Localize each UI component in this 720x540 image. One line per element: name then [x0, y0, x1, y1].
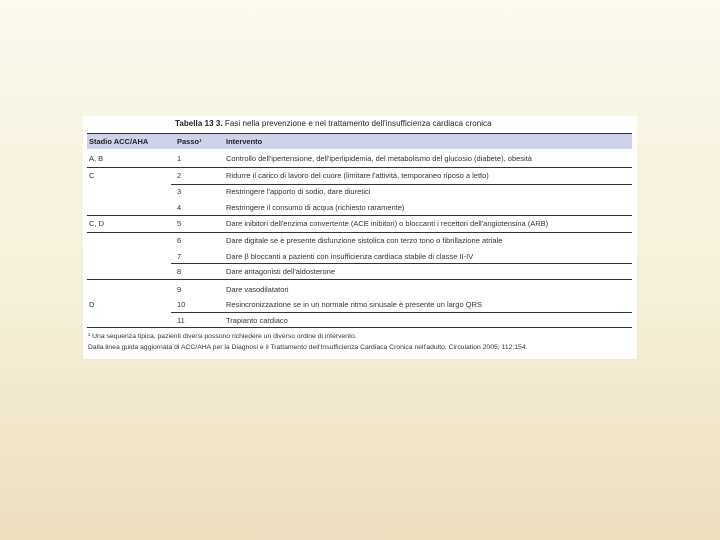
table-row	[87, 264, 632, 279]
cell-step: 6	[177, 236, 182, 245]
cell-step: 4	[177, 203, 182, 212]
table-row	[87, 297, 632, 312]
table-header	[87, 134, 632, 149]
table-row	[87, 216, 632, 231]
cell-step: 9	[177, 285, 182, 294]
header-intervention: Intervento	[226, 137, 263, 146]
table-row	[87, 151, 632, 166]
cell-intervention: Restringere l'apporto di sodio, dare diuretici	[226, 187, 371, 196]
cell-intervention: Resincronizzazione se in un normale ritmo sinusale è presente un largo QRS	[226, 300, 482, 309]
header-step: Passo¹	[177, 137, 202, 146]
cell-intervention: Dare digitale se è presente disfunzione sistolica con terzo tono o fibrillazione atriale	[226, 236, 503, 245]
header-stage: Stadio ACC/AHA	[89, 137, 149, 146]
cell-step: 11	[177, 316, 185, 325]
cell-intervention: Controllo dell'ipertensione, dell'iperlipidemia, del metabolismo del glucosio (diabete), obesità	[226, 154, 532, 163]
cell-step: 5	[177, 219, 182, 228]
table-row	[87, 233, 632, 248]
table-image	[83, 116, 637, 359]
table-row	[87, 249, 632, 264]
table-row	[87, 313, 632, 328]
cell-intervention: Ridurre il carico di lavoro del cuore (limitare l'attività, temporaneo riposo a letto)	[226, 171, 489, 180]
cell-stage: C	[89, 171, 95, 180]
cell-stage: A, B	[89, 154, 104, 163]
table-footnote: ¹ Una sequenza tipica, pazienti diversi possono richiedere un diverso ordine di intervento.	[88, 333, 357, 340]
table-row	[87, 168, 632, 183]
cell-step: 1	[177, 154, 182, 163]
cell-intervention: Dare β bloccanti a pazienti con insufficienza cardiaca stabile di classe II-IV	[226, 252, 474, 261]
table-row	[87, 282, 632, 297]
cell-step: 10	[177, 300, 186, 309]
cell-intervention: Dare vasodilatatori	[226, 285, 289, 294]
table-title: Tabella 13 3. Fasi nella prevenzione e nel trattamento dell'insufficienza cardiaca cronica	[175, 119, 492, 128]
cell-stage: C, D	[89, 219, 104, 228]
cell-intervention: Restringere il consumo di acqua (richiesto raramente)	[226, 203, 405, 212]
cell-step: 7	[177, 252, 182, 261]
table-source: Dalla linea guida aggiornata di ACC/AHA per la Diagnosi e il Trattamento dell'Insufficienza Cardiaca Cronica nell'adulto. Circulation 2005; 112:154.	[88, 344, 528, 351]
divider	[87, 327, 632, 328]
cell-intervention: Dare antagonisti dell'aldosterone	[226, 267, 336, 276]
divider	[87, 279, 632, 280]
cell-stage: D	[89, 300, 95, 309]
table-row	[87, 200, 632, 215]
cell-intervention: Trapianto cardiaco	[226, 316, 288, 325]
cell-intervention: Dare inibitori dell'enzima convertente (ACE inibitori) o bloccanti i recettori dell'angiotensina (ARB)	[226, 219, 549, 228]
cell-step: 2	[177, 171, 182, 180]
cell-step: 8	[177, 267, 182, 276]
cell-step: 3	[177, 187, 182, 196]
table-row	[87, 184, 632, 199]
